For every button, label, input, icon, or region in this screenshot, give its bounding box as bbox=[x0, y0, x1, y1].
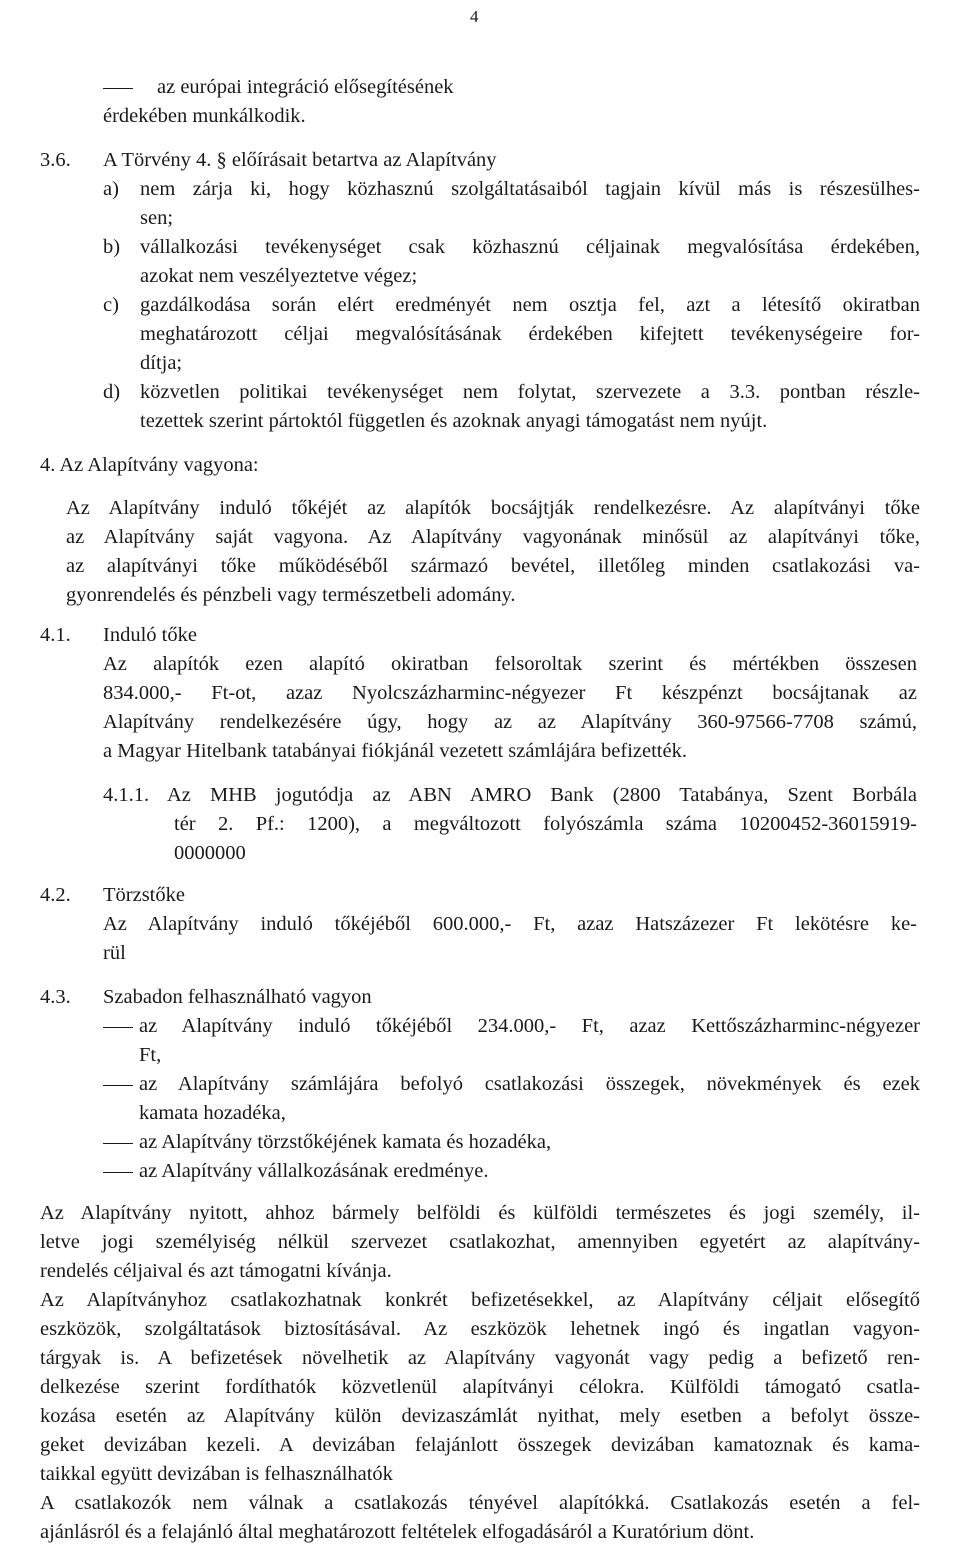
section-4-3 bbox=[0, 983, 960, 1186]
text-line: tér 2. Pf.: 1200), a megváltozott folyószámla száma 10200452-36015919- bbox=[174, 813, 917, 835]
text-line: azokat nem veszélyeztetve végez; bbox=[140, 265, 418, 287]
section-4-1-1 bbox=[0, 781, 960, 868]
text-line: letve jogi személyiség nélkül szervezet csatlakozhat, amennyiben egyetért az alapítvány- bbox=[40, 1231, 920, 1253]
text-line: Az Alapítvány induló tőkéjét az alapítók bocsájtják rendelkezésre. Az alapítványi tőke bbox=[66, 497, 920, 519]
text-line: az európai integráció elősegítésének bbox=[157, 76, 454, 98]
text-line: delkezése szerint fordíthatók közvetlenül alapítványi célokra. Külföldi támogató csatla- bbox=[40, 1376, 920, 1398]
text-line: taikkal együtt devizában is felhasználhatók bbox=[40, 1463, 393, 1485]
text-line: Az Alapítvány induló tőkéjéből 600.000,- Ft, azaz Hatszázezer Ft lekötésre ke- bbox=[103, 913, 917, 935]
text-line: tezettek szerint pártoktól független és azoknak anyagi támogatást nem nyújt. bbox=[140, 410, 768, 432]
text-line: dítja; bbox=[140, 352, 183, 374]
text-line: tárgyak is. A befizetések növelhetik az Alapítvány vagyonát vagy pedig a befizető ren- bbox=[40, 1347, 920, 1369]
text-line: 0000000 bbox=[174, 842, 246, 864]
text-line: Ft, bbox=[139, 1044, 162, 1066]
section-3-6 bbox=[0, 146, 960, 436]
text-line: Az Alapítványhoz csatlakozhatnak konkrét befizetésekkel, az Alapítvány céljait elősegítő bbox=[40, 1289, 920, 1311]
item-letter: b) bbox=[103, 236, 121, 258]
text-line: érdekében munkálkodik. bbox=[103, 105, 306, 127]
text-line: meghatározott céljai megvalósításának érdekében kifejtett tevékenységeire for- bbox=[140, 323, 920, 345]
item-letter: d) bbox=[103, 381, 121, 403]
item-letter: a) bbox=[103, 178, 119, 200]
text-line: A csatlakozók nem válnak a csatlakozás tényével alapítókká. Csatlakozás esetén a fel- bbox=[40, 1492, 920, 1514]
section-4-1 bbox=[0, 621, 960, 766]
section-4-2 bbox=[0, 881, 960, 968]
text-line: Az MHB jogutódja az ABN AMRO Bank (2800 Tatabánya, Szent Borbála bbox=[167, 784, 917, 806]
text-line: a Magyar Hitelbank tatabányai fiókjánál vezetett számlájára befizették. bbox=[103, 740, 687, 762]
text-line: rendelés céljaival és azt támogatni kívánja. bbox=[40, 1260, 392, 1282]
text-line: sen; bbox=[140, 207, 174, 229]
text-line: közvetlen politikai tevékenységet nem folytat, szervezete a 3.3. pontban részle- bbox=[140, 381, 920, 403]
text-line: az Alapítvány induló tőkéjéből 234.000,- Ft, azaz Kettőszázharminc-négyezer bbox=[139, 1015, 920, 1037]
closing-paragraphs bbox=[0, 1199, 960, 1547]
dash-bullet bbox=[103, 1027, 133, 1028]
text-line: Az Alapítvány nyitott, ahhoz bármely belföldi és külföldi természetes és jogi személy, il- bbox=[40, 1202, 920, 1224]
text-line: 834.000,- Ft-ot, azaz Nyolcszázharminc-négyezer Ft készpénzt bocsájtanak az bbox=[103, 682, 917, 704]
section-number: 4.2. bbox=[40, 884, 71, 906]
text-line: gazdálkodása során elért eredményét nem osztja fel, azt a létesítő okiratban bbox=[140, 294, 920, 316]
text-line: az Alapítvány számlájára befolyó csatlakozási összegek, növekmények és ezek bbox=[139, 1073, 920, 1095]
text-line: az Alapítvány saját vagyona. Az Alapítvány vagyonának minősül az alapítványi tőke, bbox=[66, 526, 920, 548]
section-lead: A Törvény 4. § előírásait betartva az Alapítvány bbox=[103, 149, 497, 171]
text-line: az Alapítvány törzstőkéjének kamata és hozadéka, bbox=[139, 1131, 552, 1153]
text-line: eszközök, szolgáltatások biztosításával. Az eszközök lehetnek ingó és ingatlan vagyon- bbox=[40, 1318, 920, 1340]
section-heading: 4. Az Alapítvány vagyona: bbox=[40, 454, 259, 476]
text-line: rül bbox=[103, 942, 126, 964]
item-letter: c) bbox=[103, 294, 119, 316]
text-line: geket devizában kezeli. A devizában felajánlott összegek devizában kamatoznak és kama- bbox=[40, 1434, 920, 1456]
dash-bullet bbox=[103, 1143, 133, 1144]
section-number: 3.6. bbox=[40, 149, 71, 171]
section-title: Törzstőke bbox=[103, 884, 185, 906]
text-line: az Alapítvány vállalkozásának eredménye. bbox=[139, 1160, 489, 1182]
section-number: 4.1.1. bbox=[103, 784, 150, 806]
text-line: kamata hozadéka, bbox=[139, 1102, 286, 1124]
text-line: ajánlásról és a felajánló által meghatározott feltételek elfogadásáról a Kuratórium dönt. bbox=[40, 1521, 755, 1543]
dash-bullet bbox=[103, 1172, 133, 1173]
section-title: Induló tőke bbox=[103, 624, 197, 646]
intro-item bbox=[0, 73, 960, 131]
section-title: Szabadon felhasználható vagyon bbox=[103, 986, 372, 1008]
text-line: gyonrendelés és pénzbeli vagy természetbeli adomány. bbox=[66, 584, 516, 606]
section-number: 4.3. bbox=[40, 986, 71, 1008]
text-line: Az alapítók ezen alapító okiratban felsoroltak szerint és mértékben összesen bbox=[103, 653, 917, 675]
section-4 bbox=[0, 451, 960, 480]
section-number: 4.1. bbox=[40, 624, 71, 646]
text-line: az alapítványi tőke működéséből származó bevétel, illetőleg minden csatlakozási va- bbox=[66, 555, 920, 577]
text-line: vállalkozási tevékenységet csak közhasznú céljainak megvalósítása érdekében, bbox=[140, 236, 920, 258]
text-line: nem zárja ki, hogy közhasznú szolgáltatásaiból tagjain kívül más is részesülhes- bbox=[140, 178, 920, 200]
text-line: Alapítvány rendelkezésére úgy, hogy az az Alapítvány 360-97566-7708 számú, bbox=[103, 711, 917, 733]
section-4-body bbox=[0, 494, 960, 610]
page-number: 4 bbox=[470, 7, 479, 26]
dash-bullet bbox=[103, 1085, 133, 1086]
text-line: kozása esetén az Alapítvány külön devizaszámlát nyithat, mely esetben a befolyt össze- bbox=[40, 1405, 920, 1427]
